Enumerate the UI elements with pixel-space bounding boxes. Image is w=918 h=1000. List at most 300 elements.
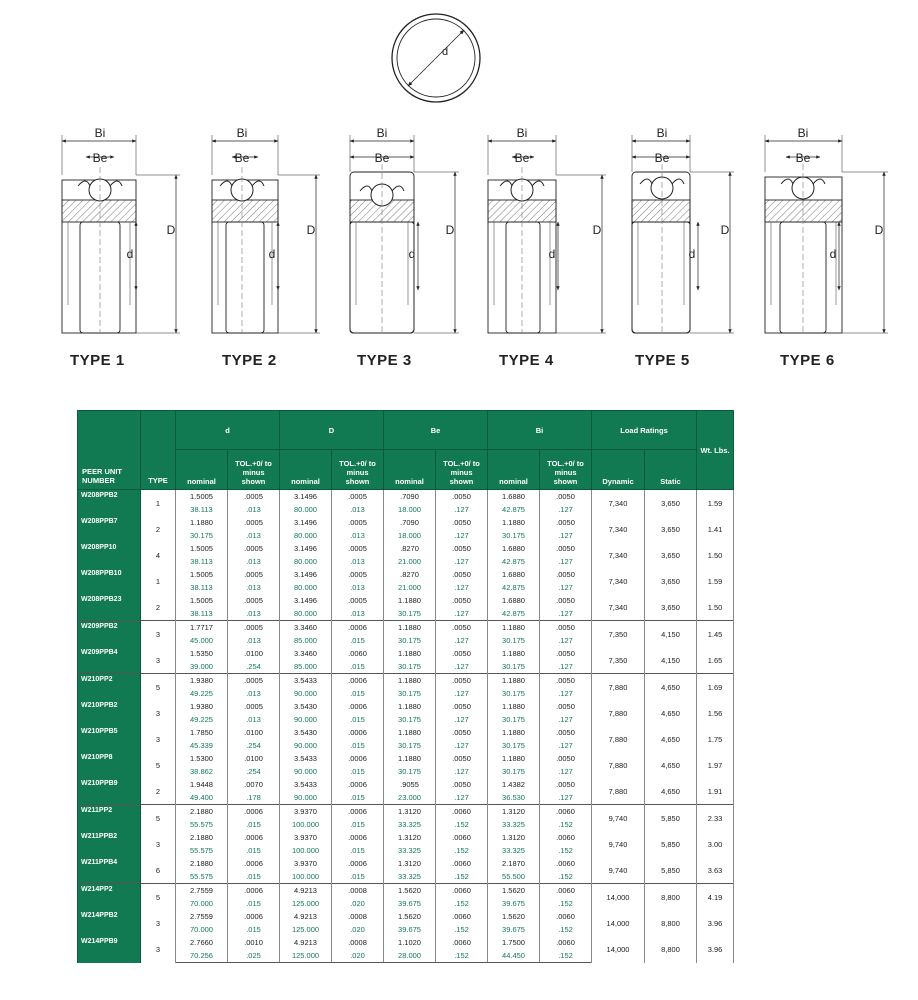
bi-tol-mm-cell: .127 (540, 529, 592, 542)
bi-tol-mm-cell: .127 (540, 791, 592, 805)
be-tol-header: TOL.+0/ to minus shown (436, 450, 488, 490)
bearing-type-1-figure (62, 126, 180, 333)
D-nom-mm-cell: 80.000 (280, 529, 332, 542)
table-row (78, 516, 734, 529)
type-cell: 2 (141, 594, 176, 621)
be-nom-cell: 1.1880 (384, 674, 436, 688)
be-tol-mm-cell: .152 (436, 844, 488, 857)
be-nom-cell: 1.1880 (384, 594, 436, 607)
be-tol-cell: .0050 (436, 674, 488, 688)
weight-cell: 1.59 (697, 568, 734, 594)
D-tol-mm-cell: .015 (332, 870, 384, 884)
weight-cell: 1.69 (697, 674, 734, 701)
table-row (78, 700, 734, 713)
d-tol-mm-cell: .013 (228, 555, 280, 568)
D-tol-mm-cell: .013 (332, 581, 384, 594)
bi-header: Bi (488, 411, 592, 450)
be-nom-cell: 1.1880 (384, 621, 436, 635)
d-nom-cell: 2.1880 (176, 857, 228, 870)
type-cell: 5 (141, 884, 176, 911)
bi-nom-cell: 1.1880 (488, 752, 540, 765)
be-nom-mm-cell: 30.175 (384, 607, 436, 621)
bi-nom-mm-cell: 30.175 (488, 660, 540, 674)
d-nom-cell: 1.5300 (176, 752, 228, 765)
be-tol-mm-cell: .127 (436, 581, 488, 594)
D-tol-mm-cell: .020 (332, 897, 384, 910)
be-nom-mm-cell: 28.000 (384, 949, 436, 963)
type-cell: 1 (141, 490, 176, 517)
d-nom-mm-cell: 38.862 (176, 765, 228, 778)
D-tol-mm-cell: .015 (332, 791, 384, 805)
type-cell: 5 (141, 805, 176, 832)
d-tol-mm-cell: .013 (228, 529, 280, 542)
D-tol-cell: .0005 (332, 516, 384, 529)
D-nom-cell: 3.1496 (280, 568, 332, 581)
type-4-label: TYPE 4 (499, 352, 554, 369)
be-tol-cell: .0050 (436, 594, 488, 607)
d-tol-cell: .0100 (228, 752, 280, 765)
D-tol-mm-cell: .015 (332, 844, 384, 857)
d-nom-mm-cell: 30.175 (176, 529, 228, 542)
d-nom-mm-cell: 70.256 (176, 949, 228, 963)
bi-nom-cell: 1.1880 (488, 647, 540, 660)
bi-tol-mm-cell: .127 (540, 607, 592, 621)
static-cell: 3,650 (645, 490, 697, 517)
d-nom-cell: 1.5350 (176, 647, 228, 660)
be-nom-cell: .7090 (384, 516, 436, 529)
D-tol-cell: .0006 (332, 621, 384, 635)
be-nom-cell: 1.1880 (384, 752, 436, 765)
type-cell: 2 (141, 516, 176, 542)
be-nom-mm-cell: 30.175 (384, 765, 436, 778)
bi-nom-cell: 2.1870 (488, 857, 540, 870)
be-tol-cell: .0060 (436, 910, 488, 923)
D-tol-mm-cell: .013 (332, 529, 384, 542)
be-tol-cell: .0060 (436, 831, 488, 844)
bi-tol-mm-cell: .152 (540, 897, 592, 910)
bi-nom-cell: 1.1880 (488, 621, 540, 635)
be-dimension-label: Be (92, 151, 108, 165)
D-nom-mm-cell: 90.000 (280, 791, 332, 805)
static-cell: 5,850 (645, 805, 697, 832)
bi-nom-cell: 1.3120 (488, 831, 540, 844)
D-tol-cell: .0005 (332, 542, 384, 555)
type-cell: 3 (141, 647, 176, 674)
D-nom-cell: 3.5430 (280, 700, 332, 713)
be-tol-cell: .0060 (436, 936, 488, 949)
D-tol-mm-cell: .015 (332, 634, 384, 647)
type-cell: 3 (141, 726, 176, 752)
be-tol-mm-cell: .127 (436, 660, 488, 674)
d-nom-cell: 2.7559 (176, 884, 228, 898)
bi-nom-mm-cell: 30.175 (488, 687, 540, 700)
D-nom-mm-cell: 90.000 (280, 713, 332, 726)
part-number-cell: W210PPB5 (78, 726, 141, 752)
bi-tol-mm-cell: .127 (540, 634, 592, 647)
D-nom-mm-cell: 85.000 (280, 634, 332, 647)
d-tol-cell: .0005 (228, 568, 280, 581)
bi-nom-mm-cell: 42.875 (488, 581, 540, 594)
bi-nom-mm-cell: 39.675 (488, 897, 540, 910)
D-tol-cell: .0006 (332, 752, 384, 765)
bore-diameter-label: d (268, 247, 276, 261)
d-nom-cell: 1.1880 (176, 516, 228, 529)
D-tol-cell: .0006 (332, 726, 384, 739)
static-cell: 4,650 (645, 700, 697, 726)
D-tol-mm-cell: .015 (332, 687, 384, 700)
bi-nom-cell: 1.6880 (488, 594, 540, 607)
bi-nom-mm-cell: 30.175 (488, 529, 540, 542)
bi-nom-cell: 1.5620 (488, 884, 540, 898)
part-number-cell: W210PPB2 (78, 700, 141, 726)
static-cell: 3,650 (645, 594, 697, 621)
d-tol-mm-cell: .015 (228, 870, 280, 884)
bi-tol-cell: .0050 (540, 516, 592, 529)
d-tol-mm-cell: .254 (228, 660, 280, 674)
weight-header: Wt. Lbs. (697, 411, 734, 490)
be-tol-cell: .0050 (436, 516, 488, 529)
table-row (78, 910, 734, 923)
part-number-cell: W211PP2 (78, 805, 141, 832)
d-nom-mm-cell: 70.000 (176, 923, 228, 936)
d-nom-cell: 2.1880 (176, 831, 228, 844)
bearing-type-5-figure (632, 126, 734, 333)
bi-tol-mm-cell: .127 (540, 581, 592, 594)
bi-nom-cell: 1.7500 (488, 936, 540, 949)
D-nom-cell: 3.3460 (280, 647, 332, 660)
weight-cell: 1.45 (697, 621, 734, 648)
d-tol-mm-cell: .015 (228, 844, 280, 857)
table-row (78, 857, 734, 870)
be-tol-mm-cell: .127 (436, 687, 488, 700)
bearing-type-4-figure (488, 126, 606, 333)
be-dimension-label: Be (374, 151, 390, 165)
D-nom-cell: 4.9213 (280, 936, 332, 949)
part-number-cell: W208PPB10 (78, 568, 141, 594)
D-nom-mm-cell: 100.000 (280, 844, 332, 857)
D-nom-mm-cell: 100.000 (280, 870, 332, 884)
bore-diameter-label: d (688, 247, 696, 261)
static-cell: 8,800 (645, 936, 697, 963)
bi-dimension-label: Bi (376, 126, 388, 140)
weight-cell: 1.56 (697, 700, 734, 726)
be-dimension-label: Be (514, 151, 530, 165)
d-nom-mm-cell: 55.575 (176, 844, 228, 857)
dynamic-cell: 7,340 (592, 490, 645, 517)
bi-tol-cell: .0060 (540, 857, 592, 870)
type-cell: 3 (141, 910, 176, 936)
bi-nom-cell: 1.3120 (488, 805, 540, 819)
table-row (78, 568, 734, 581)
bi-tol-mm-cell: .152 (540, 923, 592, 936)
bi-tol-cell: .0060 (540, 831, 592, 844)
be-nom-mm-cell: 33.325 (384, 870, 436, 884)
d-tol-mm-cell: .178 (228, 791, 280, 805)
be-tol-mm-cell: .127 (436, 634, 488, 647)
table-row (78, 542, 734, 555)
d-tol-cell: .0006 (228, 884, 280, 898)
be-tol-cell: .0050 (436, 568, 488, 581)
be-nom-mm-cell: 23.000 (384, 791, 436, 805)
part-number-cell: W211PPB2 (78, 831, 141, 857)
d-tol-cell: .0005 (228, 542, 280, 555)
dynamic-cell: 14,000 (592, 910, 645, 936)
d-nom-cell: 1.9448 (176, 778, 228, 791)
type-cell: 6 (141, 857, 176, 884)
static-cell: 4,650 (645, 726, 697, 752)
be-nom-cell: 1.1880 (384, 726, 436, 739)
dynamic-cell: 9,740 (592, 857, 645, 884)
bi-nom-mm-cell: 30.175 (488, 765, 540, 778)
dynamic-header: Dynamic (592, 450, 645, 490)
be-nom-cell: 1.3120 (384, 805, 436, 819)
d-tol-cell: .0005 (228, 700, 280, 713)
be-tol-cell: .0060 (436, 805, 488, 819)
weight-cell: 1.50 (697, 542, 734, 568)
bi-tol-mm-cell: .127 (540, 687, 592, 700)
static-cell: 8,800 (645, 884, 697, 911)
bore-diameter-label: d (548, 247, 556, 261)
weight-cell: 1.50 (697, 594, 734, 621)
d-tol-cell: .0100 (228, 726, 280, 739)
bi-tol-mm-cell: .127 (540, 555, 592, 568)
be-tol-mm-cell: .127 (436, 503, 488, 516)
d-tol-cell: .0070 (228, 778, 280, 791)
be-tol-cell: .0050 (436, 647, 488, 660)
part-number-cell: W214PPB2 (78, 910, 141, 936)
D-tol-mm-cell: .013 (332, 503, 384, 516)
d-tol-cell: .0005 (228, 674, 280, 688)
d-tol-cell: .0006 (228, 805, 280, 819)
D-nom-cell: 4.9213 (280, 884, 332, 898)
be-tol-mm-cell: .152 (436, 818, 488, 831)
weight-cell: 2.33 (697, 805, 734, 832)
dynamic-cell: 14,000 (592, 884, 645, 911)
bi-tol-cell: .0050 (540, 778, 592, 791)
outer-diameter-label: D (306, 223, 316, 237)
be-nom-cell: 1.1020 (384, 936, 436, 949)
bore-diameter-label: d (408, 247, 416, 261)
type-cell: 4 (141, 542, 176, 568)
D-nom-cell: 3.5433 (280, 778, 332, 791)
bi-tol-mm-cell: .152 (540, 949, 592, 963)
D-tol-cell: .0006 (332, 805, 384, 819)
bi-nom-mm-cell: 42.875 (488, 503, 540, 516)
bi-tol-cell: .0060 (540, 805, 592, 819)
d-tol-mm-cell: .015 (228, 818, 280, 831)
be-tol-cell: .0050 (436, 778, 488, 791)
D-nom-cell: 3.5433 (280, 752, 332, 765)
type-cell: 5 (141, 752, 176, 778)
d-nom-mm-cell: 55.575 (176, 870, 228, 884)
static-cell: 3,650 (645, 516, 697, 542)
d-tol-mm-cell: .025 (228, 949, 280, 963)
d-tol-mm-cell: .015 (228, 923, 280, 936)
d-nominal-header: nominal (176, 450, 228, 490)
be-tol-mm-cell: .127 (436, 607, 488, 621)
part-number-cell: W208PPB23 (78, 594, 141, 621)
bi-nom-cell: 1.6880 (488, 542, 540, 555)
type-3-label: TYPE 3 (357, 352, 412, 369)
part-number-cell: W208PPB7 (78, 516, 141, 542)
be-dimension-label: Be (234, 151, 250, 165)
be-tol-mm-cell: .152 (436, 870, 488, 884)
be-nom-mm-cell: 39.675 (384, 923, 436, 936)
bi-nom-cell: 1.1880 (488, 726, 540, 739)
D-nom-cell: 3.9370 (280, 805, 332, 819)
D-tol-mm-cell: .013 (332, 607, 384, 621)
type-2-label: TYPE 2 (222, 352, 277, 369)
static-cell: 4,150 (645, 621, 697, 648)
be-nom-mm-cell: 30.175 (384, 660, 436, 674)
bi-dimension-label: Bi (236, 126, 248, 140)
be-dimension-label: Be (654, 151, 670, 165)
bearing-type-6-figure (765, 126, 888, 333)
static-cell: 5,850 (645, 857, 697, 884)
be-tol-cell: .0050 (436, 752, 488, 765)
dynamic-cell: 7,340 (592, 542, 645, 568)
d-nom-mm-cell: 38.113 (176, 555, 228, 568)
bi-nom-cell: 1.6880 (488, 568, 540, 581)
part-number-cell: W214PP2 (78, 884, 141, 911)
d-tol-mm-cell: .013 (228, 713, 280, 726)
d-nom-mm-cell: 38.113 (176, 607, 228, 621)
table-row (78, 778, 734, 791)
be-dimension-label: Be (795, 151, 811, 165)
table-row (78, 831, 734, 844)
type-cell: 1 (141, 568, 176, 594)
D-tol-cell: .0060 (332, 647, 384, 660)
weight-cell: 1.75 (697, 726, 734, 752)
bi-tol-cell: .0050 (540, 568, 592, 581)
be-nom-cell: 1.5620 (384, 910, 436, 923)
D-tol-cell: .0006 (332, 674, 384, 688)
part-number-cell: W211PPB4 (78, 857, 141, 884)
weight-cell: 3.96 (697, 936, 734, 963)
d-tol-mm-cell: .013 (228, 687, 280, 700)
d-tol-mm-cell: .013 (228, 503, 280, 516)
part-number-cell: W209PPB2 (78, 621, 141, 648)
circle-d-label: d (442, 46, 449, 58)
D-tol-mm-cell: .015 (332, 818, 384, 831)
be-nom-mm-cell: 30.175 (384, 713, 436, 726)
be-nom-cell: .8270 (384, 542, 436, 555)
bi-nom-cell: 1.1880 (488, 700, 540, 713)
D-nom-mm-cell: 80.000 (280, 607, 332, 621)
D-nom-mm-cell: 85.000 (280, 660, 332, 674)
part-number-cell: W210PP8 (78, 752, 141, 778)
type-cell: 3 (141, 831, 176, 857)
be-nom-mm-cell: 21.000 (384, 555, 436, 568)
d-tol-cell: .0005 (228, 621, 280, 635)
part-number-cell: W214PPB9 (78, 936, 141, 963)
D-tol-cell: .0005 (332, 490, 384, 504)
D-tol-cell: .0008 (332, 884, 384, 898)
d-tol-cell: .0006 (228, 910, 280, 923)
be-tol-mm-cell: .127 (436, 765, 488, 778)
be-tol-mm-cell: .152 (436, 897, 488, 910)
static-cell: 8,800 (645, 910, 697, 936)
D-nom-mm-cell: 80.000 (280, 581, 332, 594)
bi-tol-mm-cell: .127 (540, 660, 592, 674)
D-nom-cell: 3.5430 (280, 726, 332, 739)
bi-nom-cell: 1.5620 (488, 910, 540, 923)
type-header: TYPE (141, 411, 176, 490)
bore-diameter-label: d (829, 247, 837, 261)
bi-tol-mm-cell: .127 (540, 503, 592, 516)
d-tol-cell: .0006 (228, 831, 280, 844)
outer-diameter-label: D (166, 223, 176, 237)
weight-cell: 3.63 (697, 857, 734, 884)
bi-dimension-label: Bi (516, 126, 528, 140)
bi-nom-mm-cell: 42.875 (488, 555, 540, 568)
be-nom-cell: .9055 (384, 778, 436, 791)
bi-tol-cell: .0050 (540, 752, 592, 765)
be-nom-cell: 1.5620 (384, 884, 436, 898)
bi-dimension-label: Bi (656, 126, 668, 140)
outer-diameter-label: D (874, 223, 884, 237)
D-tol-cell: .0008 (332, 910, 384, 923)
d-nom-cell: 1.9380 (176, 674, 228, 688)
static-cell: 3,650 (645, 568, 697, 594)
bi-tol-cell: .0050 (540, 594, 592, 607)
type-cell: 3 (141, 700, 176, 726)
weight-cell: 1.65 (697, 647, 734, 674)
be-tol-mm-cell: .127 (436, 713, 488, 726)
dynamic-cell: 7,880 (592, 752, 645, 778)
table-row (78, 594, 734, 607)
bi-nom-mm-cell: 33.325 (488, 844, 540, 857)
be-nom-mm-cell: 30.175 (384, 739, 436, 752)
bi-tol-cell: .0050 (540, 674, 592, 688)
D-tol-mm-cell: .015 (332, 713, 384, 726)
be-nominal-header: nominal (384, 450, 436, 490)
d-tol-mm-cell: .254 (228, 765, 280, 778)
load-ratings-header: Load Ratings (592, 411, 697, 450)
d-nom-mm-cell: 49.225 (176, 713, 228, 726)
bi-nom-mm-cell: 30.175 (488, 634, 540, 647)
D-tol-mm-cell: .020 (332, 949, 384, 963)
bi-nom-cell: 1.4382 (488, 778, 540, 791)
bi-nom-mm-cell: 36.530 (488, 791, 540, 805)
D-nom-cell: 3.1496 (280, 516, 332, 529)
be-tol-cell: .0050 (436, 621, 488, 635)
bi-tol-cell: .0050 (540, 542, 592, 555)
D-nom-mm-cell: 125.000 (280, 949, 332, 963)
dynamic-cell: 7,880 (592, 726, 645, 752)
D-nominal-header: nominal (280, 450, 332, 490)
bi-nom-mm-cell: 44.450 (488, 949, 540, 963)
dynamic-cell: 7,340 (592, 594, 645, 621)
d-tol-cell: .0005 (228, 490, 280, 504)
part-number-cell: W209PPB4 (78, 647, 141, 674)
be-tol-mm-cell: .127 (436, 555, 488, 568)
table-row (78, 674, 734, 688)
bearing-drawings (0, 0, 918, 400)
D-tol-cell: .0006 (332, 778, 384, 791)
dynamic-cell: 9,740 (592, 831, 645, 857)
be-tol-cell: .0050 (436, 542, 488, 555)
bi-tol-cell: .0050 (540, 726, 592, 739)
bi-tol-header: TOL.+0/ to minus shown (540, 450, 592, 490)
be-nom-cell: .7090 (384, 490, 436, 504)
D-nom-cell: 3.3460 (280, 621, 332, 635)
D-nom-mm-cell: 90.000 (280, 765, 332, 778)
bi-tol-cell: .0060 (540, 910, 592, 923)
d-tol-mm-cell: .254 (228, 739, 280, 752)
d-tol-cell: .0006 (228, 857, 280, 870)
D-tol-cell: .0005 (332, 568, 384, 581)
